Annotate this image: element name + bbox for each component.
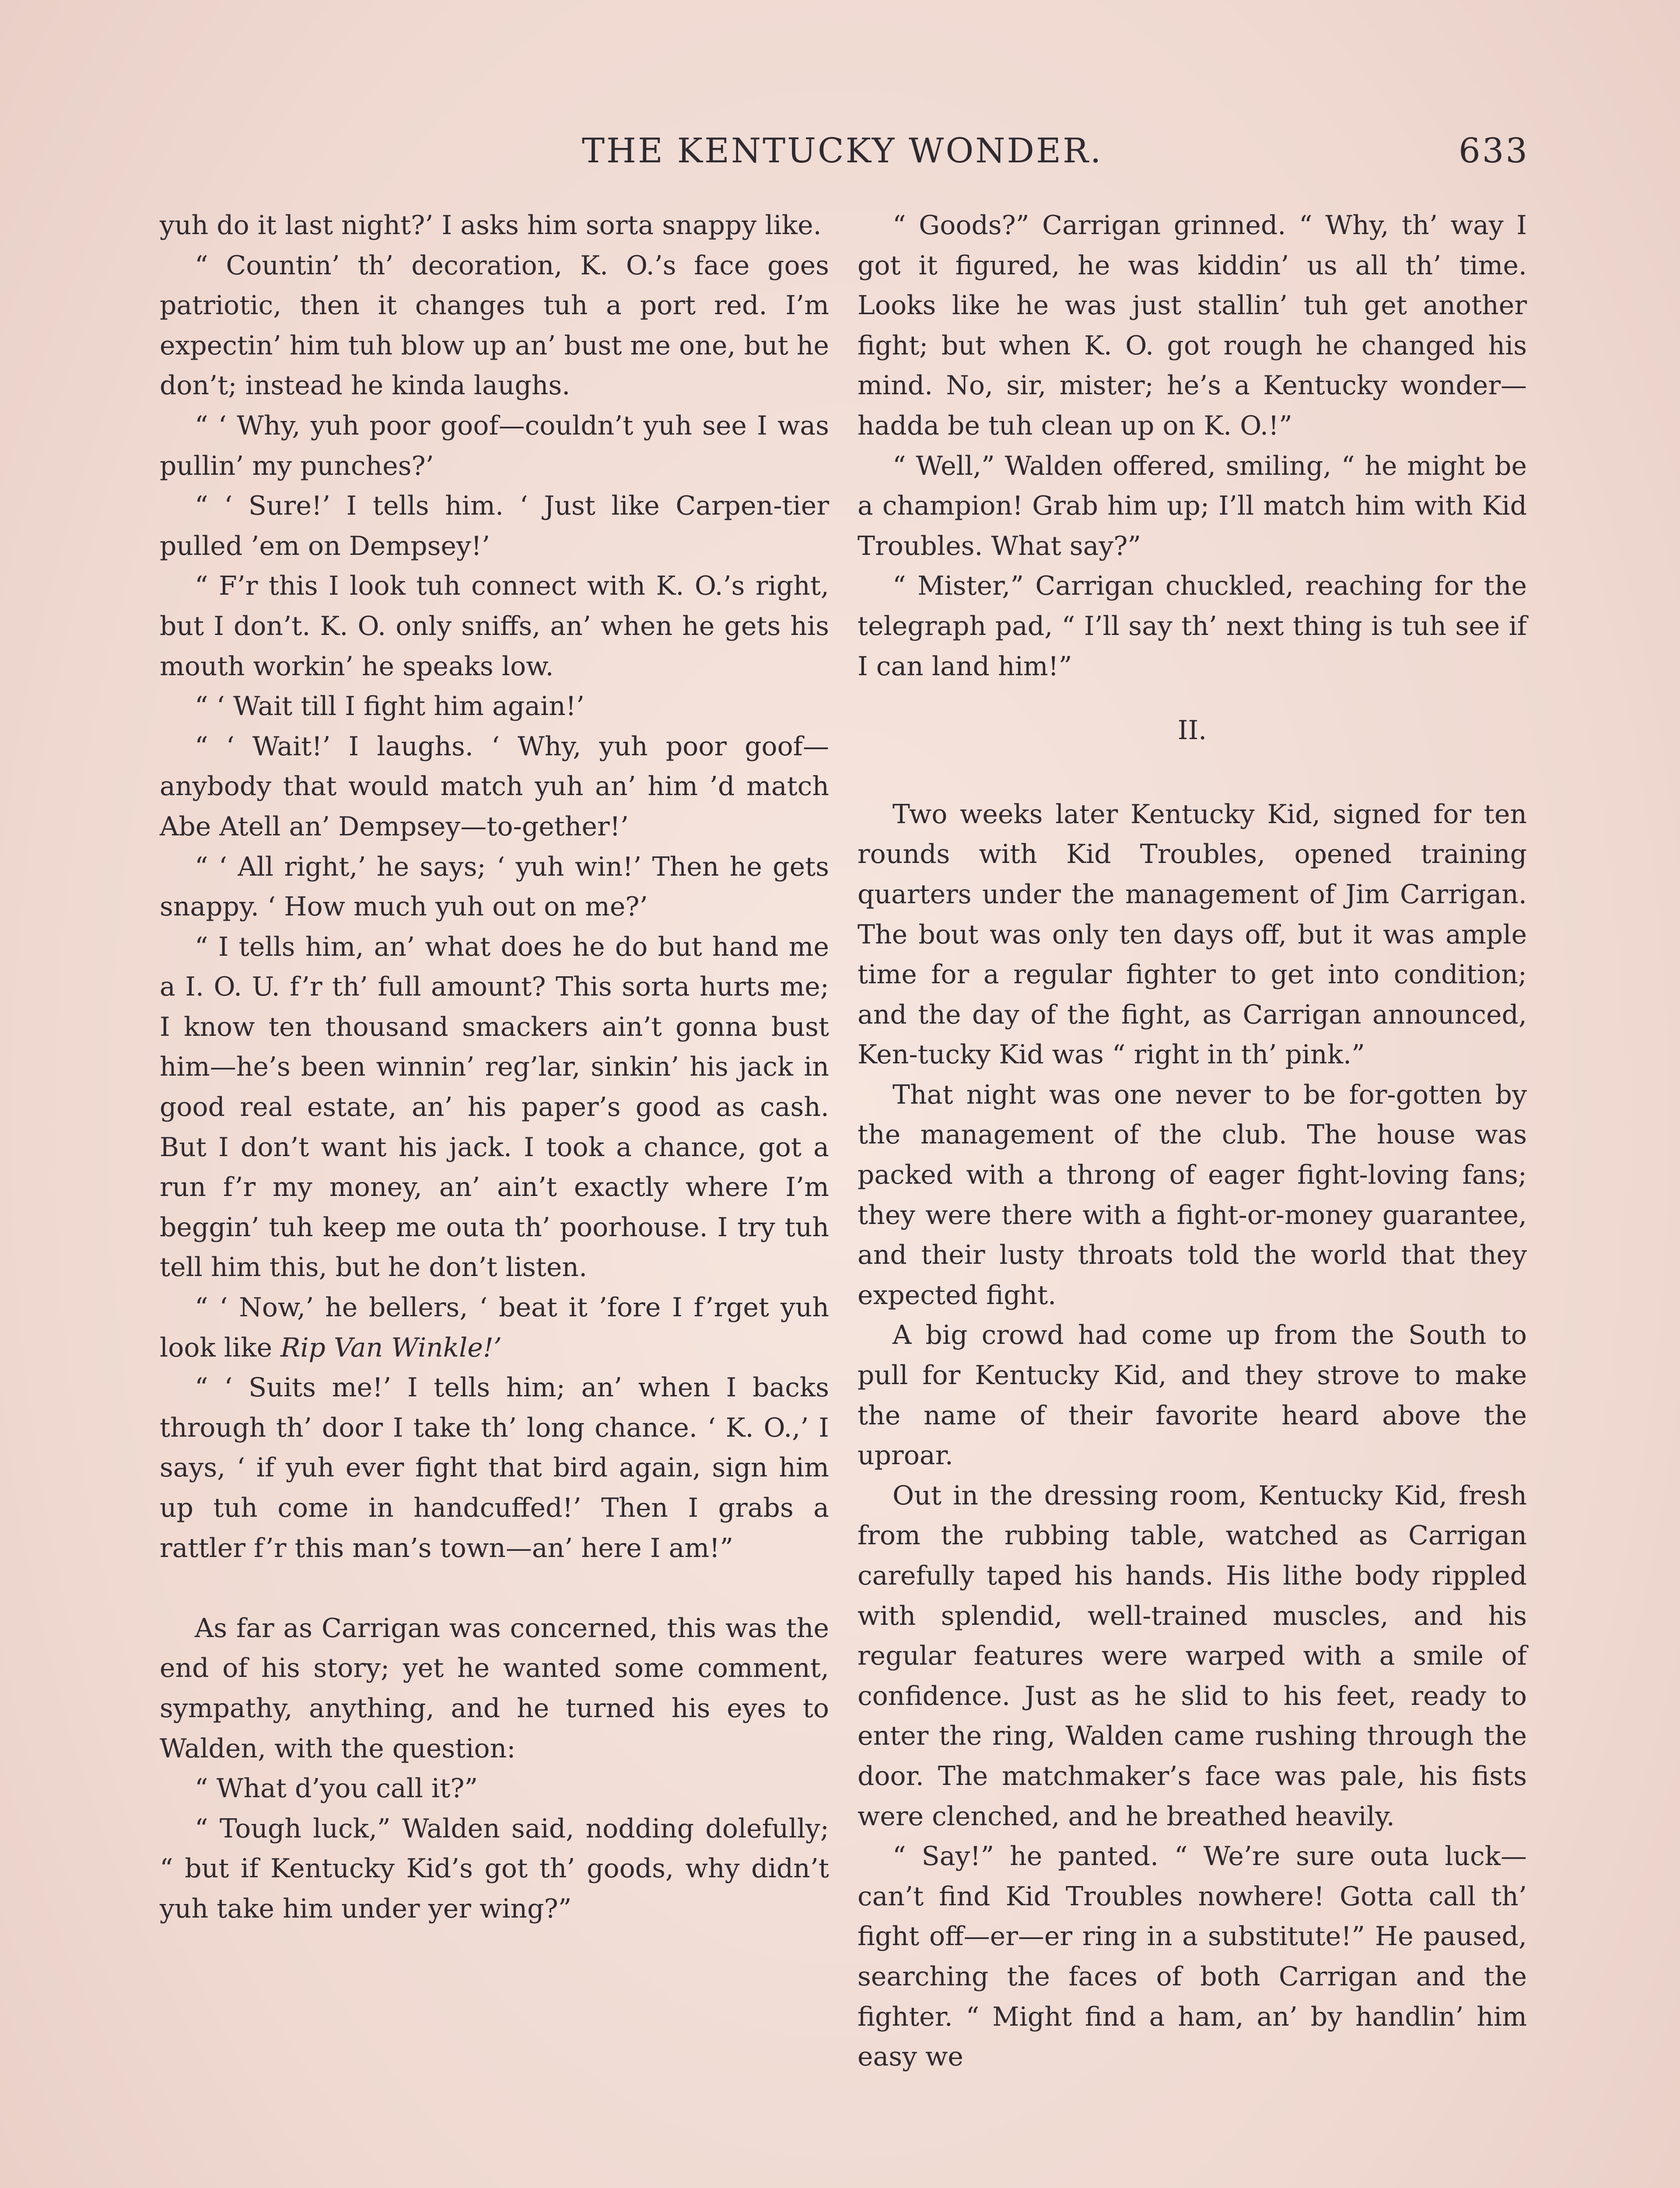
paragraph: Out in the dressing room, Kentucky Kid, fresh from the rubbing table, watched as Carrigan carefully taped his hands. His lithe body rippled with splendid, well-trained muscles, and his regular features were warped with a smile of confidence. Just as he slid to his feet, ready to enter the ring, Walden came rushing through the door. The matchmaker’s face was pale, his fists were clenched, and he breathed heavily.	[858, 1480, 1527, 1832]
paragraph-text: “ ‘ Now,’ he bellers, ‘ beat it ’fore I f’rget yuh look like	[160, 1292, 829, 1363]
paragraph: “ ‘ All right,’ he says; ‘ yuh win!’ Then he gets snappy. ‘ How much yuh out on me?’	[160, 851, 829, 922]
paragraph: “ Goods?” Carrigan grinned. “ Why, th’ way I got it figured, he was kiddin’ us all th’ time. Looks like he was just stallin’ tuh get another fight; but when K. O. got rough he changed his mind. No, sir, mister; he’s a Kentucky wonder—hadda be tuh clean up on K. O.!”	[858, 210, 1527, 441]
paragraph	[160, 1288, 829, 1368]
paragraph: “ ‘ Why, yuh poor goof—couldn’t yuh see I was pullin’ my punches?’	[160, 410, 829, 481]
paragraph: Two weeks later Kentucky Kid, signed for ten rounds with Kid Troubles, opened training quarters under the management of Jim Carrigan. The bout was only ten days off, but it was ample time for a regular fighter to get into condition; and the day of the fight, as Carrigan announced, Ken-tucky Kid was “ right in th’ pink.”	[858, 799, 1527, 1070]
paragraph: “ ‘ Sure!’ I tells him. ‘ Just like Carpen-tier pulled ’em on Dempsey!’	[160, 491, 829, 561]
paragraph: “ ‘ Wait till I fight him again!’	[195, 691, 585, 722]
paragraph: That night was one never to be for-gotten by the management of the club. The house was packed with a throng of eager fight-loving fans; they were there with a fight-or-money guarantee, and their lusty throats told the world that they expected fight.	[858, 1079, 1527, 1311]
left-column	[160, 206, 829, 1929]
paragraph: yuh do it last night?’ I asks him sorta snappy like.	[160, 210, 822, 241]
paragraph: “ Say!” he panted. “ We’re sure outa luck—can’t find Kid Troubles nowhere! Gotta call th’ fight off—er—er ring in a substitute!” He paused, searching the faces of both Carrigan and the fighter. “ Might find a ham, an’ by handlin’ him easy we	[858, 1841, 1527, 2072]
paragraph: As far as Carrigan was concerned, this was the end of his story; yet he wanted some comment, sympathy, anything, and he turned his eyes to Walden, with the question:	[160, 1613, 829, 1764]
page-header	[0, 127, 1680, 179]
section-heading: II.	[1177, 715, 1207, 746]
paragraph: “ ‘ Wait!’ I laughs. ‘ Why, yuh poor goof—anybody that would match yuh an’ him ’d match Abe Atell an’ Dempsey—to-gether!’	[160, 731, 829, 842]
paragraph: “ What d’you call it?”	[195, 1773, 478, 1804]
paragraph: “ I tells him, an’ what does he do but hand me a I. O. U. f’r th’ full amount? This sorta hurts me; I know ten thousand smackers ain’t gonna bust him—he’s been winnin’ reg’lar, sinkin’ his jack in good real estate, an’ his paper’s good as cash. But I don’t want his jack. I took a chance, got a run f’r my money, an’ ain’t exactly where I’m beggin’ tuh keep me outa th’ poorhouse. I try tuh tell him this, but he don’t listen.	[160, 931, 829, 1283]
paragraph: “ ‘ Suits me!’ I tells him; an’ when I backs through th’ door I take th’ long chance. ‘ K. O.,’ I says, ‘ if yuh ever fight that bird again, sign him up tuh come in handcuffed!’ Then I grabs a rattler f’r this man’s town—an’ here I am!”	[160, 1372, 829, 1564]
running-title: THE KENTUCKY WONDER.	[582, 131, 1103, 171]
paragraph: “ F’r this I look tuh connect with K. O.’s right, but I don’t. K. O. only sniffs, an’ when he gets his mouth workin’ he speaks low.	[160, 571, 829, 682]
paragraph: A big crowd had come up from the South to pull for Kentucky Kid, and they strove to make the name of their favorite heard above the uproar.	[858, 1320, 1527, 1471]
page-number: 633	[1459, 131, 1529, 171]
paragraph: “ Countin’ th’ decoration, K. O.’s face goes patriotic, then it changes tuh a port red. I’m expectin’ him tuh blow up an’ bust me one, but he don’t; instead he kinda laughs.	[160, 250, 829, 401]
paragraph: “ Mister,” Carrigan chuckled, reaching for the telegraph pad, “ I’ll say th’ next thing is tuh see if I can land him!”	[858, 571, 1527, 682]
paragraph: “ Tough luck,” Walden said, nodding dolefully; “ but if Kentucky Kid’s got th’ goods, why didn’t yuh take him under yer wing?”	[160, 1813, 829, 1924]
paragraph: “ Well,” Walden offered, smiling, “ he might be a champion! Grab him up; I’ll match him with Kid Troubles. What say?”	[858, 450, 1527, 561]
right-column	[858, 206, 1527, 2077]
italic-title: Rip Van Winkle!’	[280, 1332, 502, 1363]
